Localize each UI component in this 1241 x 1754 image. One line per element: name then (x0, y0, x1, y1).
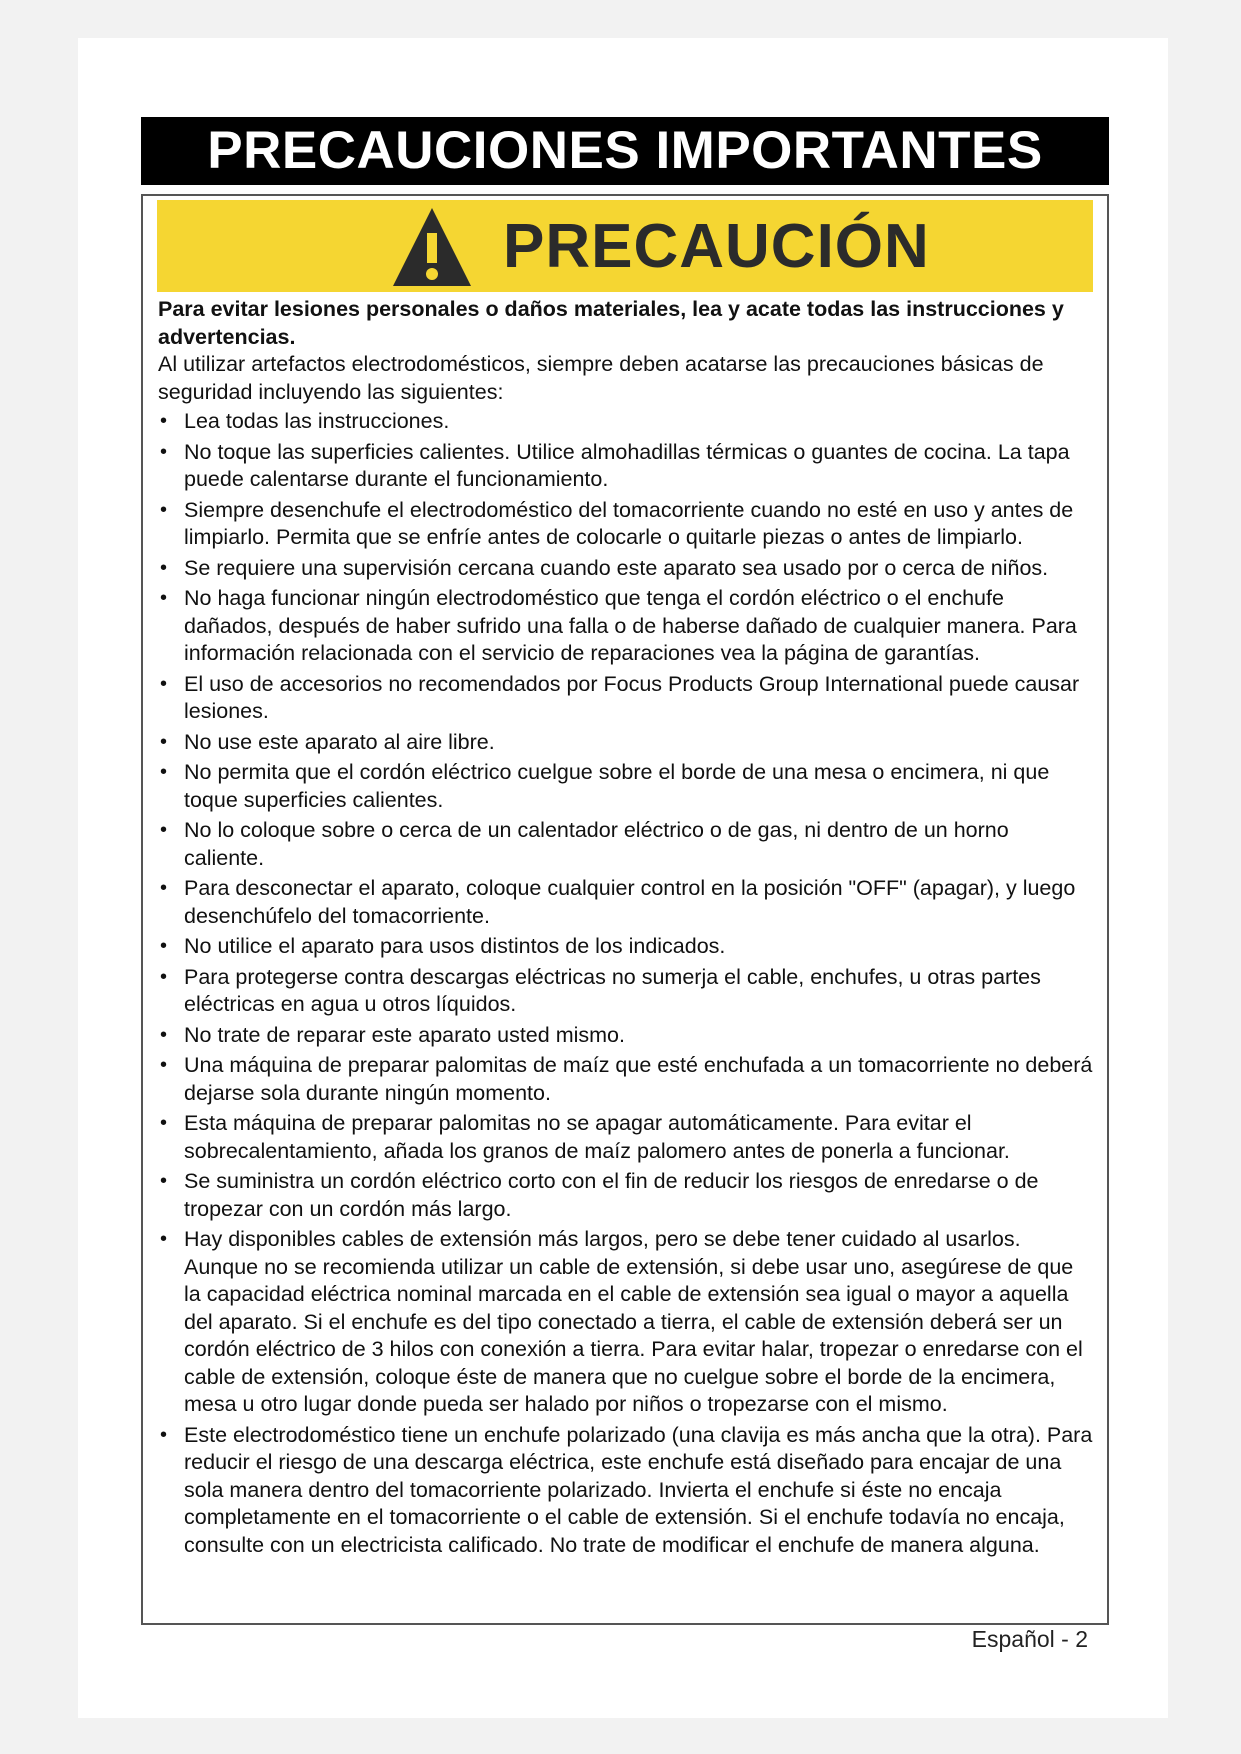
list-item-text: Para protegerse contra descargas eléctricas no sumerja el cable, enchufes, u otras partes eléctricas en agua u otros líquidos. (184, 964, 1041, 1016)
list-item-text: Se requiere una supervisión cercana cuando este aparato sea usado por o cerca de niños. (184, 555, 1049, 580)
list-item (158, 1052, 1093, 1107)
list-item-text: No permita que el cordón eléctrico cuelgue sobre el borde de una mesa o encimera, ni que toque superficies calientes. (184, 760, 1050, 812)
warning-banner (157, 200, 1093, 292)
list-item (158, 408, 1093, 436)
list-item-text: Una máquina de preparar palomitas de maíz que esté enchufada a un tomacorriente no deberá dejarse sola durante ningún momento. (184, 1053, 1093, 1105)
list-item (158, 439, 1093, 494)
precautions-content (158, 296, 1093, 1562)
list-item (158, 497, 1093, 552)
intro-bold: Para evitar lesiones personales o daños materiales, lea y acate todas las instrucciones y advertencias. (158, 297, 1064, 349)
page-number: Español - 2 (971, 1626, 1088, 1652)
list-item-text: Se suministra un cordón eléctrico corto con el fin de reducir los riesgos de enredarse o de tropezar con un cordón más largo. (184, 1169, 1039, 1221)
bullet-icon: • (160, 935, 168, 957)
bullet-icon: • (160, 1054, 168, 1076)
bullet-icon: • (160, 1170, 168, 1192)
warning-label: PRECAUCIÓN (503, 212, 930, 281)
precautions-list (158, 408, 1093, 1559)
list-item (158, 729, 1093, 757)
bullet-icon: • (160, 1023, 168, 1046)
list-item-text: No utilice el aparato para usos distintos de los indicados. (184, 934, 726, 958)
page-title: PRECAUCIONES IMPORTANTES (141, 117, 1109, 185)
bullet-icon: • (160, 440, 168, 463)
bullet-icon: • (160, 819, 168, 841)
list-item-text: No toque las superficies calientes. Utilice almohadillas térmicas o guantes de cocina. La tapa puede calentarse durante el funcionamiento. (184, 439, 1070, 491)
list-item-text: No haga funcionar ningún electrodoméstico que tenga el cordón eléctrico o el enchufe dañados, después de haber sufrido una falla o de haberse dañado de cualquier manera. Para información relacionada con el servicio de reparaciones vea la página de garantías. (184, 586, 1077, 665)
list-item (158, 875, 1093, 930)
list-item-text: Para desconectar el aparato, coloque cualquier control en la posición "OFF" (apagar), y luego desenchúfelo del tomacorriente. (184, 876, 1076, 928)
list-item-text: No use este aparato al aire libre. (184, 729, 495, 754)
list-item-text: Siempre desenchufe el electrodoméstico del tomacorriente cuando no esté en uso y antes de limpiarlo. Permita que se enfríe antes de colocarle o quitarle piezas o antes de limpiarlo. (184, 497, 1074, 549)
bullet-icon: • (160, 965, 168, 988)
warning-triangle-icon (391, 205, 473, 289)
list-item (158, 555, 1093, 583)
list-item (158, 1022, 1093, 1050)
bullet-icon: • (160, 877, 168, 899)
list-item (158, 1422, 1093, 1560)
list-item-text: No lo coloque sobre o cerca de un calentador eléctrico o de gas, ni dentro de un horno caliente. (184, 818, 1009, 870)
bullet-icon: • (160, 587, 168, 609)
list-item (158, 585, 1093, 668)
bullet-icon: • (160, 1112, 168, 1134)
intro-text: Al utilizar artefactos electrodomésticos, siempre deben acatarse las precauciones básicas de seguridad incluyendo las siguientes: (158, 352, 1044, 404)
bullet-icon: • (160, 1423, 168, 1446)
list-item-text: Hay disponibles cables de extensión más largos, pero se debe tener cuidado al usarlos. Aunque no se recomienda utilizar un cable de extensión, si debe usar uno, asegúrese de que la capacidad eléctrica nominal marcada en el cable de extensión sea igual o mayor a aquella del aparato. Si el enchufe es del tipo conectado a tierra, el cable de extensión deberá ser un cordón eléctrico de 3 hilos con conexión a tierra. Para evitar halar, tropezar o enredarse con el cable de extensión, coloque éste de manera que no cuelgue sobre el borde de la encimera, mesa u otro lugar donde pueda ser halado por niños o tropezarse con el mismo. (184, 1227, 1083, 1416)
list-item-text: Esta máquina de preparar palomitas no se apagar automáticamente. Para evitar el sobrecalentamiento, añada los granos de maíz palomero antes de ponerla a funcionar. (184, 1111, 1010, 1163)
list-item (158, 1226, 1093, 1419)
list-item-text: No trate de reparar este aparato usted mismo. (184, 1022, 625, 1047)
list-item (158, 964, 1093, 1019)
precautions-box (141, 194, 1109, 1625)
list-item (158, 1168, 1093, 1223)
bullet-icon: • (160, 672, 168, 695)
list-item-text: Este electrodoméstico tiene un enchufe polarizado (una clavija es más ancha que la otra). Para reducir el riesgo de una descarga eléctrica, este enchufe está diseñado para encajar de una sola manera dentro del tomacorriente polarizado. Invierta el enchufe si éste no encaja completamente en el tomacorriente o el cable de extensión. Si el enchufe todavía no encaja, consulte con un electricista calificado. No trate de modificar el enchufe de manera alguna. (184, 1422, 1093, 1557)
bullet-icon: • (160, 498, 168, 521)
list-item-text: El uso de accesorios no recomendados por Focus Products Group International puede causar lesiones. (184, 671, 1080, 723)
bullet-icon: • (160, 730, 168, 753)
list-item (158, 1110, 1093, 1165)
list-item (158, 759, 1093, 814)
bullet-icon: • (160, 761, 168, 783)
list-item (158, 817, 1093, 872)
bullet-icon: • (160, 1228, 168, 1250)
list-item-text: Lea todas las instrucciones. (184, 409, 450, 433)
bullet-icon: • (160, 556, 168, 579)
bullet-icon: • (160, 410, 168, 432)
list-item (158, 671, 1093, 726)
list-item (158, 933, 1093, 961)
